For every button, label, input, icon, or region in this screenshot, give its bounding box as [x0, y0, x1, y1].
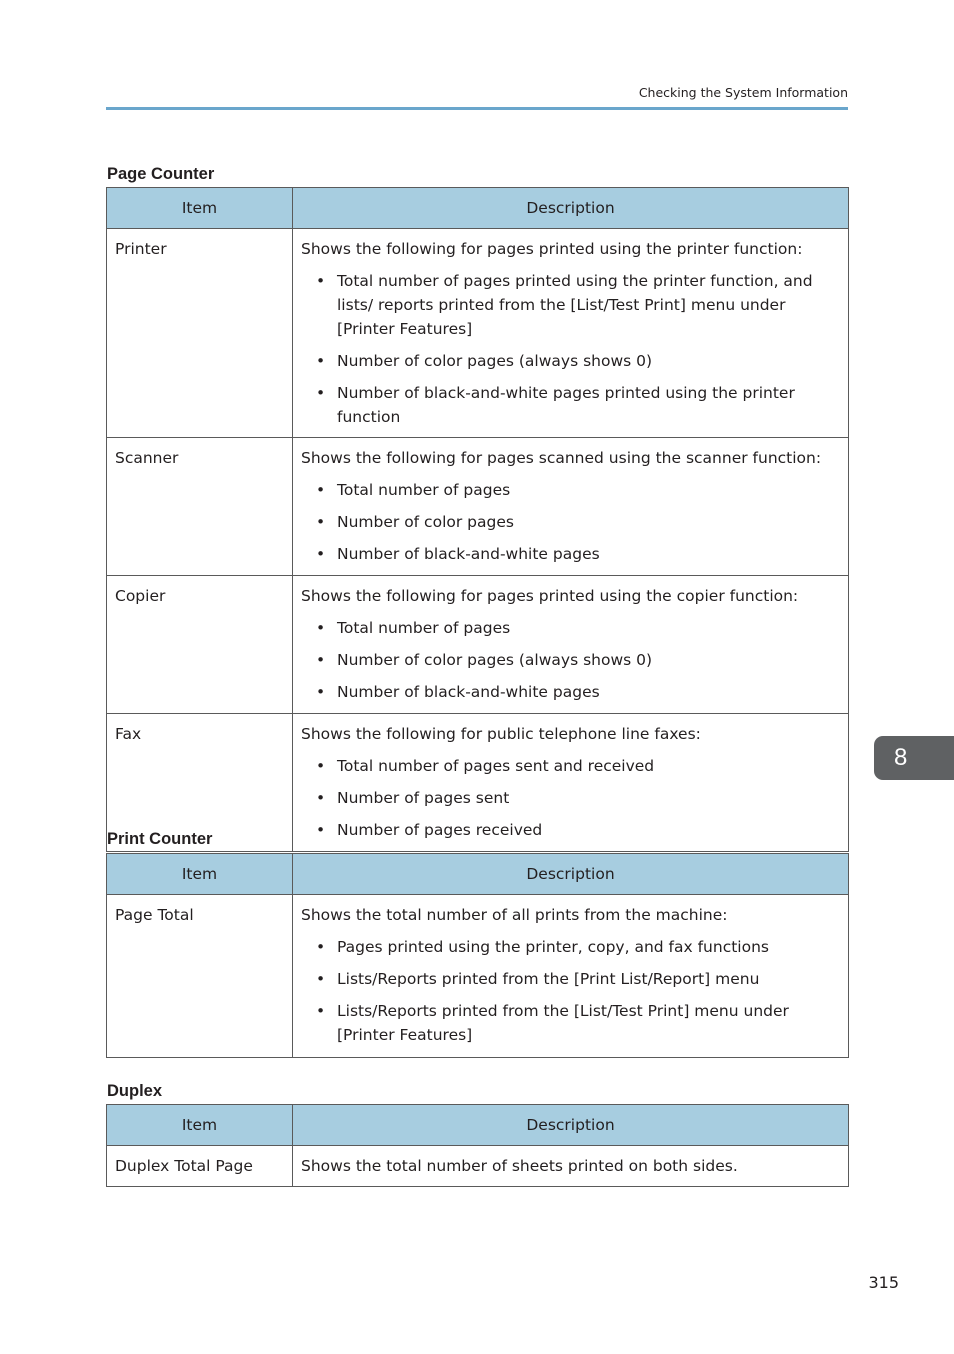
table-row [107, 229, 849, 438]
table-header-row [107, 854, 849, 895]
list-item: • Number of black-and-white pages printed using the printer function [301, 381, 836, 429]
page-counter-table [106, 187, 849, 852]
page-number: 315 [868, 1273, 899, 1292]
list-item: • Total number of pages [301, 616, 836, 640]
bullet-list [301, 269, 836, 429]
description-intro: Shows the following for pages scanned using the scanner function: [301, 449, 822, 467]
column-header-item: Item [107, 1105, 293, 1146]
list-item: • Number of black-and-white pages [301, 542, 836, 566]
bullet-list [301, 754, 836, 842]
list-item: • Total number of pages sent and received [301, 754, 836, 778]
list-item: • Number of color pages [301, 510, 836, 534]
chapter-tab: 8 [874, 736, 954, 780]
table-row [107, 714, 849, 852]
table-row [107, 895, 849, 1058]
bullet-list [301, 935, 836, 1047]
row-item: Printer [107, 229, 293, 438]
description-intro: Shows the total number of all prints from the machine: [301, 906, 728, 924]
column-header-description: Description [293, 1105, 849, 1146]
row-description [293, 576, 849, 714]
bullet-list [301, 616, 836, 704]
row-description [293, 229, 849, 438]
section-title-duplex: Duplex [107, 1082, 163, 1100]
description-intro: Shows the following for pages printed using the printer function: [301, 240, 803, 258]
bullet-list [301, 478, 836, 566]
row-item: Duplex Total Page [107, 1146, 293, 1187]
row-item: Copier [107, 576, 293, 714]
table-row [107, 438, 849, 576]
list-item: • Number of color pages (always shows 0) [301, 648, 836, 672]
list-item: • Number of black-and-white pages [301, 680, 836, 704]
list-item: • Pages printed using the printer, copy, and fax functions [301, 935, 836, 959]
table-header-row [107, 188, 849, 229]
list-item: • Lists/Reports printed from the [List/Test Print] menu under [Printer Features] [301, 999, 836, 1047]
description-intro: Shows the following for public telephone line faxes: [301, 725, 701, 743]
duplex-table [106, 1104, 849, 1187]
row-description [293, 714, 849, 852]
row-description [293, 895, 849, 1058]
column-header-description: Description [293, 188, 849, 229]
row-item: Scanner [107, 438, 293, 576]
description-intro: Shows the following for pages printed using the copier function: [301, 587, 799, 605]
list-item: • Number of pages sent [301, 786, 836, 810]
list-item: • Number of pages received [301, 818, 836, 842]
header-rule [106, 107, 848, 110]
print-counter-table [106, 853, 849, 1058]
table-row [107, 1146, 849, 1187]
column-header-item: Item [107, 854, 293, 895]
column-header-item: Item [107, 188, 293, 229]
row-description [293, 1146, 849, 1187]
row-item: Fax [107, 714, 293, 852]
section-title-print-counter: Print Counter [107, 830, 213, 848]
row-item: Page Total [107, 895, 293, 1058]
table-row [107, 576, 849, 714]
list-item: • Total number of pages [301, 478, 836, 502]
section-title-page-counter: Page Counter [107, 165, 215, 183]
description-intro: Shows the total number of sheets printed on both sides. [301, 1157, 738, 1175]
running-header: Checking the System Information [638, 85, 848, 100]
row-description [293, 438, 849, 576]
list-item: • Total number of pages printed using the printer function, and lists/ reports printed from the [List/Test Print] menu under [Printer Features] [301, 269, 836, 341]
column-header-description: Description [293, 854, 849, 895]
list-item: • Lists/Reports printed from the [Print List/Report] menu [301, 967, 836, 991]
table-header-row [107, 1105, 849, 1146]
list-item: • Number of color pages (always shows 0) [301, 349, 836, 373]
